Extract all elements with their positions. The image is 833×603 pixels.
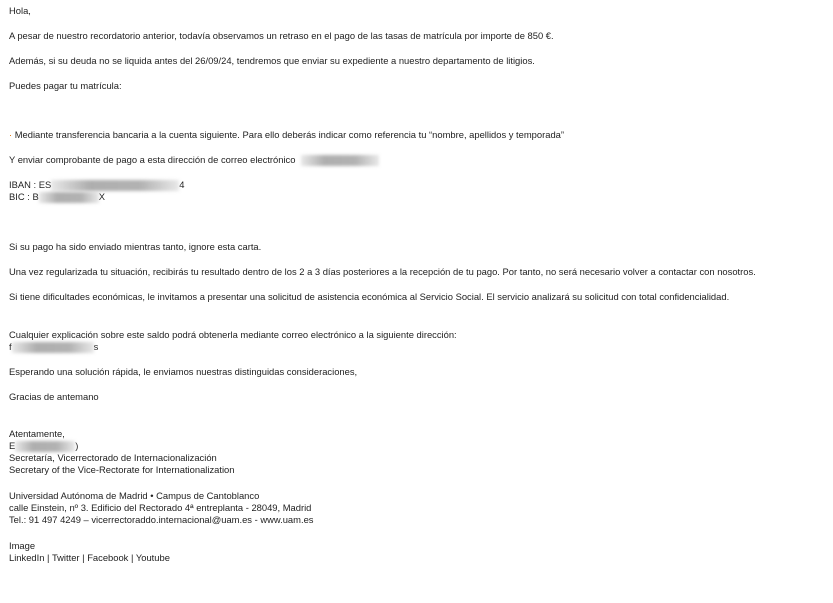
paragraph-litigation: Además, si su deuda no se liquida antes del 26/09/24, tendremos que enviar su expediente a nuestro departamento de litigios.	[9, 55, 535, 66]
signature-name	[9, 440, 78, 452]
signature-role-en: Secretary of the Vice-Rectorate for Internationalization	[9, 464, 235, 475]
linkedin-link[interactable]: LinkedIn	[9, 552, 45, 563]
redacted-bic	[39, 192, 99, 203]
social-links	[9, 552, 170, 564]
paragraph-ignore: Si su pago ha sido enviado mientras tanto, ignore esta carta.	[9, 241, 262, 252]
twitter-link[interactable]: Twitter	[51, 552, 80, 563]
payment-bullet	[9, 129, 564, 141]
iban-label: IBAN : ES	[9, 179, 52, 190]
iban-line	[9, 179, 184, 191]
bullet-text: Mediante transferencia bancaria a la cuenta siguiente. Para ello deberás indicar como referencia tu “nombre, apellidos y temporada”	[14, 129, 565, 140]
bic-line	[9, 191, 105, 203]
explain-end: s	[93, 341, 99, 352]
paragraph-hope: Esperando una solución rápida, le enviamos nuestras distinguidas consideraciones,	[9, 366, 358, 377]
explanation-address	[9, 341, 98, 353]
name-end: )	[75, 440, 79, 451]
proof-line	[9, 154, 379, 166]
youtube-link[interactable]: Youtube	[135, 552, 170, 563]
iban-end: 4	[179, 179, 185, 190]
separator: |	[44, 552, 52, 563]
redacted-email	[301, 155, 379, 166]
signature-address: calle Einstein, nº 3. Edificio del Rectorado 4ª entreplanta - 28049, Madrid	[9, 502, 312, 513]
explain-start: f	[9, 341, 12, 352]
signature-org: Universidad Autónoma de Madrid • Campus de Cantoblanco	[9, 490, 260, 501]
signature-closing: Atentamente,	[9, 428, 65, 439]
proof-text: Y enviar comprobante de pago a esta dirección de correo electrónico	[9, 154, 296, 165]
paragraph-result: Una vez regularizada tu situación, recibirás tu resultado dentro de los 2 a 3 días posteriores a la recepción de tu pago. Por tanto, no será necesario volver a contactar con nosotros.	[9, 266, 756, 277]
greeting: Hola,	[9, 5, 31, 16]
paragraph-payment-intro: Puedes pagar tu matrícula:	[9, 80, 122, 91]
separator: |	[79, 552, 88, 563]
signature-image-placeholder: Image	[9, 540, 36, 551]
paragraph-assistance: Si tiene dificultades económicas, le invitamos a presentar una solicitud de asistencia económica al Servicio Social. El servicio analizará su solicitud con total confidencialidad.	[9, 291, 730, 302]
separator: |	[128, 552, 136, 563]
bic-end: X	[98, 191, 105, 202]
signature-contact: Tel.: 91 497 4249 – vicerrectoraddo.internacional@uam.es - www.uam.es	[9, 514, 314, 525]
paragraph-thanks: Gracias de antemano	[9, 391, 99, 402]
redacted-iban	[51, 180, 179, 191]
paragraph-reminder: A pesar de nuestro recordatorio anterior, todavía observamos un retraso en el pago de las tasas de matrícula por importe de 850 €.	[9, 30, 554, 41]
name-start: E	[9, 440, 16, 451]
signature-role-es: Secretaría, Vicerrectorado de Internacionalización	[9, 452, 217, 463]
paragraph-explanation: Cualquier explicación sobre este saldo podrá obtenerla mediante correo electrónico a la siguiente dirección:	[9, 329, 457, 340]
bic-label: BIC : B	[9, 191, 39, 202]
facebook-link[interactable]: Facebook	[87, 552, 129, 563]
redacted-address	[12, 342, 94, 353]
redacted-name	[15, 441, 75, 452]
bullet-dot: ·	[9, 129, 13, 140]
